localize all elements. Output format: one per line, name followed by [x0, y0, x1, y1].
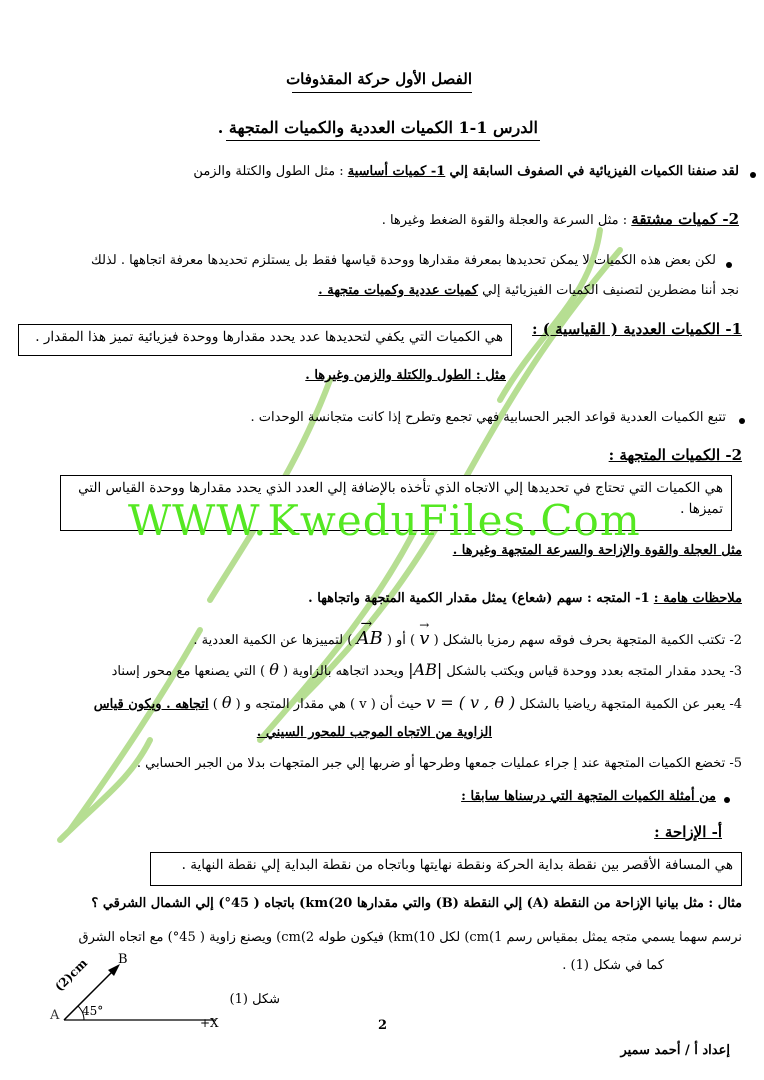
vector-example: مثل العجلة والقوة والإزاحة والسرعة المتجهة وغيرها .: [452, 543, 742, 558]
note-4-line: 4- يعبر عن الكمية المتجهة رياضيا بالشكل v = ( v , θ ) حيث أن ( v ) هي مقدار المتجه و ( θ ) اتجاهه . ويكون قياس: [93, 693, 742, 712]
derived-text: : مثل السرعة والعجلة والقوة الضغط وغيرها .: [381, 213, 628, 228]
note-3-c: التي يصنعها مع محور إسناد: [111, 664, 256, 679]
figure-caption: شكل (1): [229, 992, 280, 1007]
page-number: 2: [378, 1018, 388, 1033]
note-5: 5- تخضع الكميات المتجهة عند إ جراء عمليات جمعها وطرحها أو ضربها إلي جبر المتجهات بدلا من الجبر الحسابي .: [136, 756, 742, 771]
example-answer-line1: نرسم سهما يسمي متجه يمثل بمقياس رسم 1)cm) لكل 10)km) فيكون طوله 2)cm) ويصنع زاوية ( 45°) مع اتجاه الشرق: [78, 930, 742, 945]
site-watermark: WWW.KweduFiles.Com: [128, 496, 641, 545]
note-4-a: 4- يعبر عن الكمية المتجهة رياضيا بالشكل: [519, 697, 742, 712]
note-4-c: اتجاهه . ويكون قياس: [93, 697, 209, 712]
note-2-line: 2- تكتب الكمية المتجهة بحرف فوقه سهم رمزيا بالشكل ( v → ) أو ( AB → ) لتمييزها عن الكمية العددية .: [193, 616, 742, 649]
figure-point-b: B: [118, 952, 128, 967]
bullet-dot: [739, 418, 745, 424]
examples-intro: من أمثلة الكميات المتجهة التي درسناها سابقا :: [461, 789, 716, 804]
classification-lead: لقد صنفنا الكميات الفيزيائية في الصفوف السابقة إلي: [449, 164, 739, 179]
vector-v-symbol: v →: [419, 618, 430, 649]
vector-ab-symbol: AB →: [356, 616, 383, 649]
chapter-title: الفصل الأول حركة المقذوفات: [286, 70, 472, 88]
fundamental-example: : مثل الطول والكتلة والزمن: [193, 164, 344, 179]
note-3-b: ويحدد اتجاهه بالزاوية: [292, 664, 405, 679]
bullet-dot: [726, 262, 732, 268]
lesson-title: الدرس 1-1 الكميات العددية والكميات المتجهة .: [217, 118, 538, 137]
figure-axis-label: +X: [200, 1016, 219, 1030]
bullet2-line1: لكن بعض هذه الكميات لا يمكن تحديدها بمعرفة مقدارها ووحدة قياسها فقط بل يستلزم تحديدها معرفة اتجاهها . لذلك: [91, 253, 716, 268]
note-4-b: حيث أن ( v ) هي مقدار المتجه و: [244, 697, 422, 712]
theta-symbol: θ: [221, 693, 232, 712]
example-question: مثال : مثل بيانيا الإزاحة من النقطة (A) إلي النقطة (B) والتي مقدارها 20)km) باتجاه ( 45°) إلي الشمال الشرقي ؟: [91, 896, 742, 911]
bullet-dot: [750, 172, 756, 178]
scalar-rule: تتبع الكميات العددية قواعد الجبر الحسابية فهي تجمع وتطرح إذا كانت متجانسة الوحدات .: [250, 410, 726, 425]
note-3-a: 3- يحدد مقدار المتجه بعدد ووحدة قياس ويكتب بالشكل: [446, 664, 742, 679]
bullet-dot: [724, 797, 730, 803]
figure-length-label: (2)cm: [52, 956, 91, 994]
note-1: 1- المتجه : سهم (شعاع) يمثل مقدار الكمية المتجهة واتجاهها .: [308, 591, 650, 606]
theta-symbol: θ: [269, 660, 279, 679]
note-2-text: 2- تكتب الكمية المتجهة بحرف فوقه سهم رمزيا بالشكل: [442, 633, 742, 648]
author-credit: إعداد أ / أحمد سمير: [620, 1043, 730, 1058]
figure-point-a: A: [50, 1008, 60, 1023]
scalar-definition-box: هي الكميات التي يكفي لتحديدها عدد يحدد مقدارها ووحدة فيزيائية تميز هذا المقدار .: [18, 324, 512, 356]
note-3-line: 3- يحدد مقدار المتجه بعدد ووحدة قياس ويكتب بالشكل |AB| ويحدد اتجاهه بالزاوية ( θ ) التي يصنعها مع محور إسناد: [111, 660, 742, 679]
vector-formula: v = ( v , θ ): [426, 693, 516, 712]
classification-intro: [193, 164, 739, 179]
note-1-line: [308, 591, 742, 606]
note-2-or: أو: [396, 633, 406, 648]
example-answer-line2: كما في شكل (1) .: [562, 958, 664, 973]
displacement-definition-box: هي المسافة الأقصر بين نقطة بداية الحركة ونقطة نهايتها وباتجاه من نقطة البداية إلي نقطة النهاية .: [150, 852, 742, 886]
notes-label: ملاحظات هامة :: [653, 591, 742, 606]
chapter-title-underline: [292, 92, 472, 93]
magnitude-ab-symbol: |AB|: [408, 660, 443, 679]
lesson-title-underline: [226, 140, 540, 141]
scalar-heading: 1- الكميات العددية ( القياسية ) :: [532, 320, 742, 338]
derived-label: 2- كميات مشتقة: [631, 210, 739, 228]
bullet2-line2: [318, 283, 739, 298]
displacement-heading: أ- الإزاحة :: [654, 823, 722, 841]
vector-heading: 2- الكميات المتجهة :: [608, 446, 742, 464]
bullet2-line2-plain: نجد أننا مضطرين لتصنيف الكميات الفيزيائية إلي: [482, 283, 739, 298]
derived-line: [382, 210, 739, 228]
vector-definition-box: هي الكميات التي تحتاج في تحديدها إلي الاتجاه الذي تأخذه بالإضافة إلي العدد الذي يحدد مقدارها ووحدة القياس التي تميزها .: [60, 475, 732, 531]
fundamental-quantities: 1- كميات أساسية: [347, 164, 446, 179]
scalar-example: مثل : الطول والكتلة والزمن وغيرها .: [305, 368, 506, 383]
note-4-line2: الزاوية من الاتجاه الموجب للمحور السيني .: [256, 725, 492, 740]
bullet2-line2-bold: كميات عددية وكميات متجهة .: [318, 283, 478, 298]
note-2-tail: لتمييزها عن الكمية العددية .: [193, 633, 344, 648]
figure-angle-label: 45°: [82, 1004, 104, 1018]
